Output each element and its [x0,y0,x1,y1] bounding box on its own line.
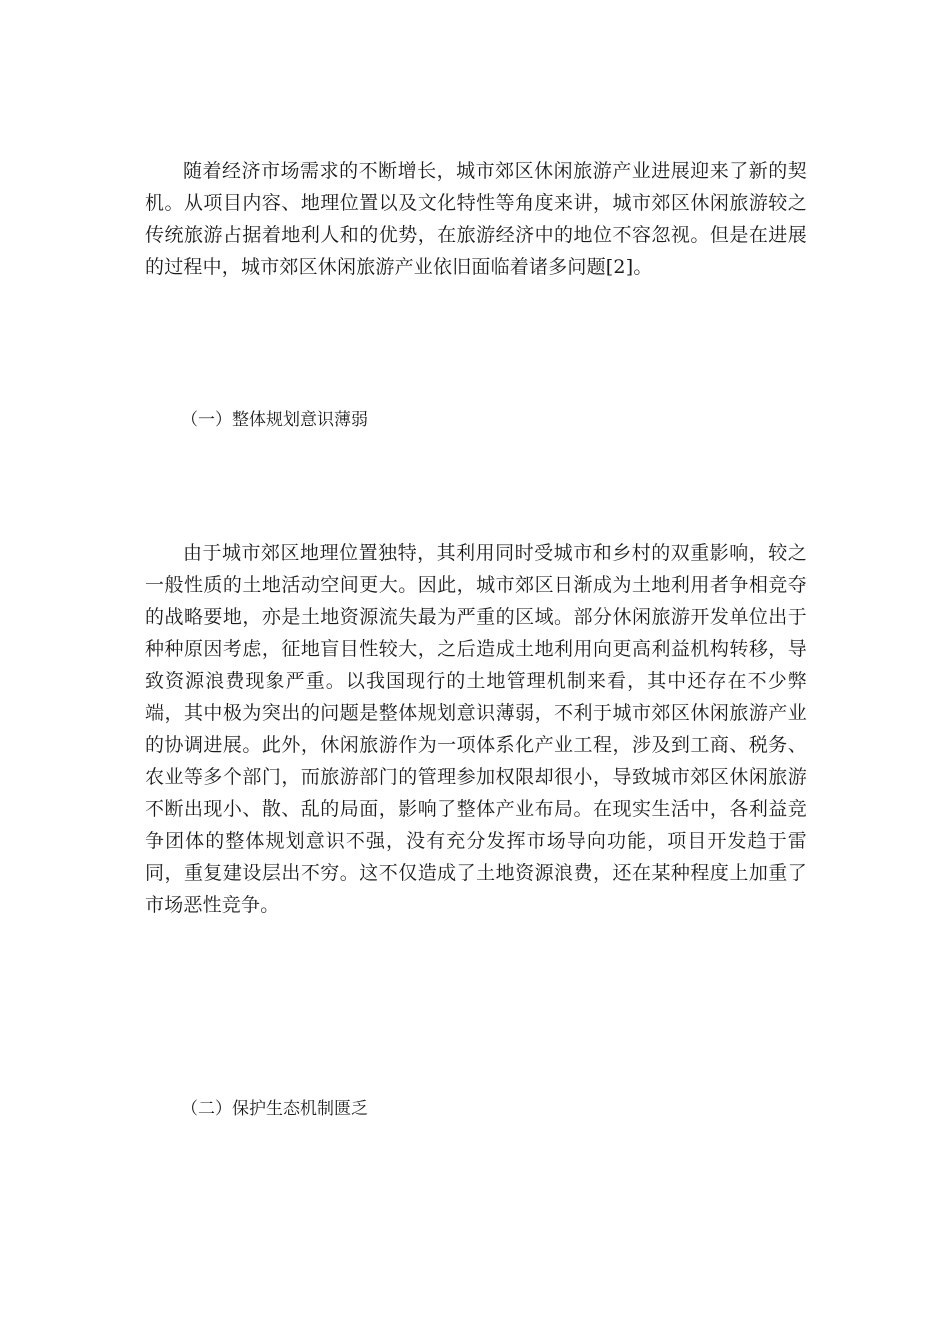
section-heading-2: （二）保护生态机制匮乏 [181,1099,368,1119]
paragraph-section-1: 由于城市郊区地理位置独特，其利用同时受城市和乡村的双重影响，较之一般性质的土地活动空间更大。因此，城市郊区日渐成为土地利用者争相竞夺的战略要地，亦是土地资源流失最为严重的区域。部分休闲旅游开发单位出于种种原因考虑，征地盲目性较大，之后造成土地利用向更高利益机构转移，导致资源浪费现象严重。以我国现行的土地管理机制来看，其中还存在不少弊端，其中极为突出的问题是整体规划意识薄弱，不利于城市郊区休闲旅游产业的协调进展。此外，休闲旅游作为一项体系化产业工程，涉及到工商、税务、农业等多个部门，而旅游部门的管理参加权限却很小，导致城市郊区休闲旅游不断出现小、散、乱的局面，影响了整体产业布局。在现实生活中，各利益竞争团体的整体规划意识不强，没有充分发挥市场导向功能，项目开发趋于雷同，重复建设层出不穷。这不仅造成了土地资源浪费，还在某种程度上加重了市场恶性竞争。 [145,542,807,916]
paragraph-intro: 随着经济市场需求的不断增长，城市郊区休闲旅游产业进展迎来了新的契机。从项目内容、地理位置以及文化特性等角度来讲，城市郊区休闲旅游较之传统旅游占据着地利人和的优势，在旅游经济中的地位不容忽视。但是在进展的过程中，城市郊区休闲旅游产业依旧面临着诸多问题[2]。 [145,160,807,278]
section-heading-1: （一）整体规划意识薄弱 [181,410,368,430]
